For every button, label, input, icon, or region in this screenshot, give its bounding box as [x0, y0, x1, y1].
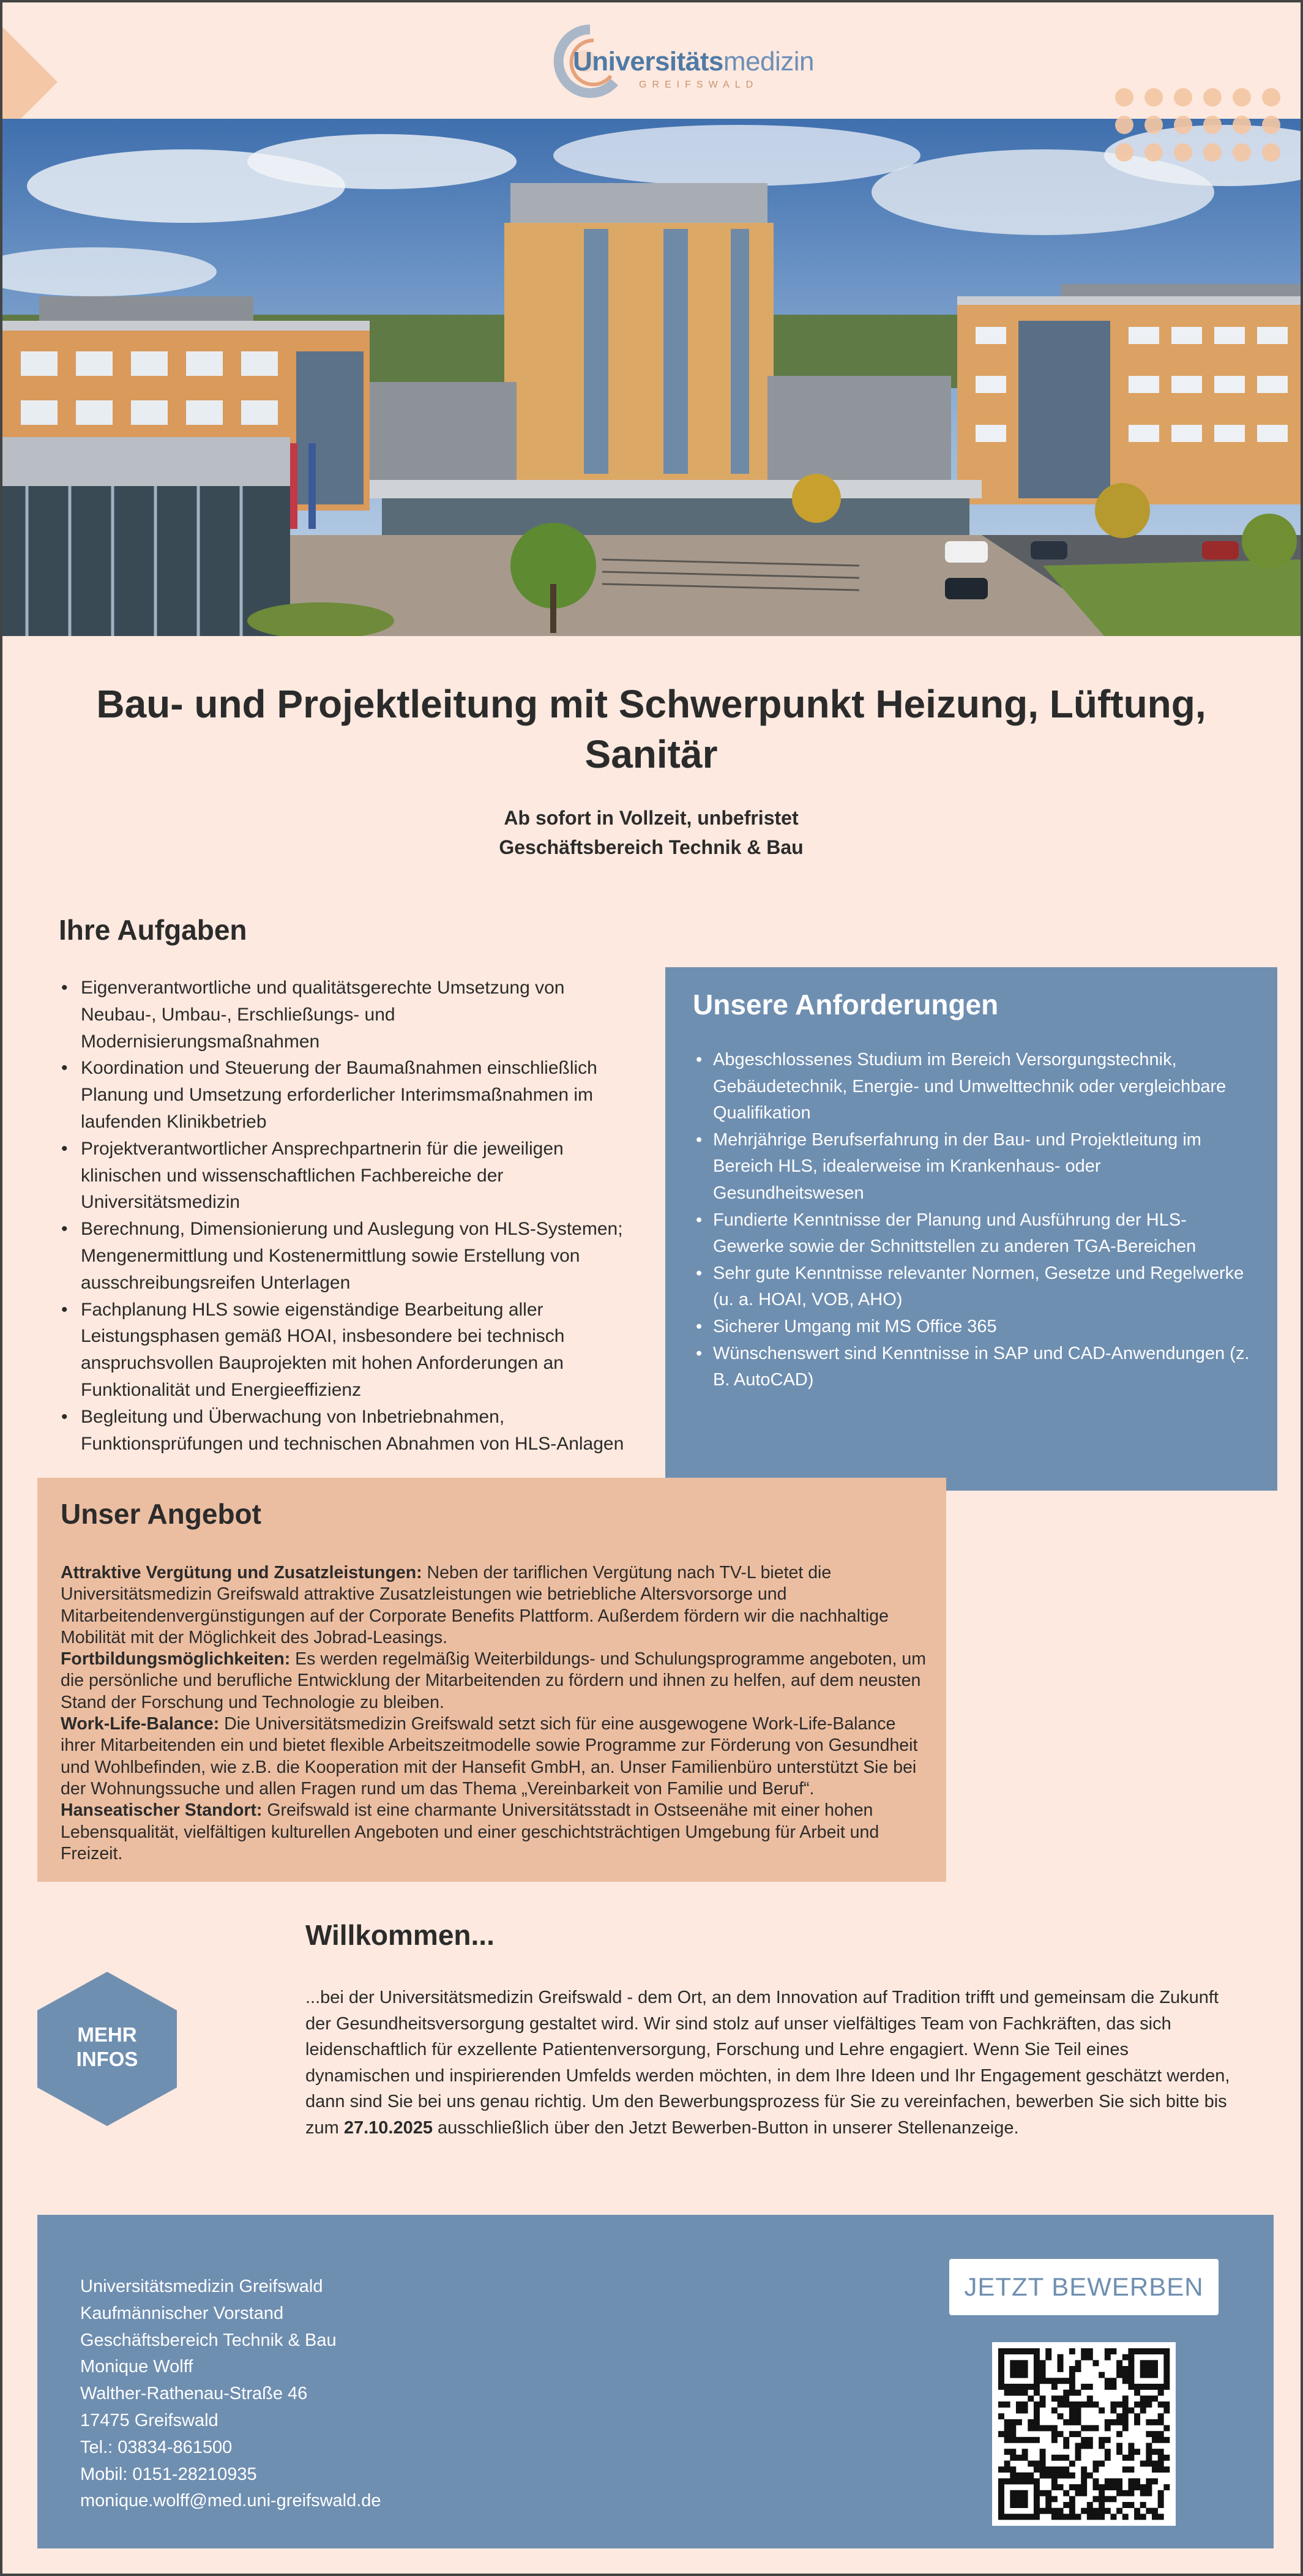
campus-photo — [2, 119, 1301, 636]
angebot-item: Attraktive Vergütung und Zusatzleistungen: Neben der tariflichen Vergütung nach TV-L bietet die Universitätsmedizin Greifswald attraktive Zusatzleistungen wie betriebliche Altersvorsorge und Mitarbeitendenvergünstigungen auf der Corporate Benefits Plattform. Außerdem fördern wir die nachhaltige Mobilität mit der Möglichkeit des Jobrad-Leasings. — [61, 1563, 889, 1647]
contact-mobile[interactable]: Mobil: 0151-28210935 — [80, 2464, 257, 2484]
list-item: • Mehrjährige Berufserfahrung in der Bau- und Projektleitung im Bereich HLS, idealerweise im Krankenhaus- oder Gesundheitswesen — [713, 1127, 1252, 1207]
willkommen-text: ...bei der Universitätsmedizin Greifswald - dem Ort, an dem Innovation auf Tradition trifft und gemeinsam die Zukunft der Gesundheitsversorgung gestaltet wird. Wir sind stolz auf unser vielfältiges Team von Fachkräften, das sich leidenschaftlich für exzellente Patientenversorgung, Forschung und Lehre engagiert. Wenn Sie Teil eines dynamischen und inspirierenden Umfelds werden möchten, in dem Ihre Ideen und Ihr Engagement geschätzt werden, dann sind Sie bei uns genau richtig. Um den Bewerbungsprozess für Sie zu vereinfachen, bewerben Sie sich bitte bis zum 27.10.2025 ausschließlich über den Jetzt Bewerben-Button in unserer Stellenanzeige. — [305, 1988, 1230, 2138]
willkommen-heading: Willkommen... — [305, 1919, 495, 1951]
department: Geschäftsbereich Technik & Bau — [499, 836, 804, 858]
decorative-dot — [1115, 143, 1133, 162]
angebot-box — [37, 1478, 946, 1882]
contact-line: Walther-Rathenau-Straße 46 — [80, 2384, 308, 2404]
contact-phone[interactable]: Tel.: 03834-861500 — [80, 2437, 233, 2457]
list-item: • Eigenverantwortliche und qualitätsgerechte Umsetzung von Neubau-, Umbau-, Erschließungs- und Modernisierungsmaßnahmen — [81, 975, 632, 1055]
angebot-text — [61, 1562, 927, 1865]
aufgaben-heading: Ihre Aufgaben — [59, 914, 247, 946]
decorative-dot — [1233, 88, 1251, 107]
decorative-dot — [1174, 143, 1192, 162]
university-logo — [547, 22, 815, 102]
decorative-dot — [1262, 143, 1280, 162]
list-item: • Projektverantwortlicher Ansprechpartnerin für die jeweiligen klinischen und wissenschaftlichen Fachbereiche der Universitätsmedizin — [81, 1136, 632, 1216]
application-deadline: 27.10.2025 — [343, 2117, 433, 2138]
contact-footer — [37, 2215, 1274, 2548]
decorative-dot — [1174, 116, 1192, 134]
list-item: • Fachplanung HLS sowie eigenständige Bearbeitung aller Leistungsphasen gemäß HOAI, insbesondere bei technisch anspruchsvollen Bauprojekten mit hohen Anforderungen an Funktionalität und Energieeffizienz — [81, 1297, 632, 1404]
list-item: • Sehr gute Kenntnisse relevanter Normen, Gesetze und Regelwerke (u. a. HOAI, VOB, AHO) — [713, 1260, 1252, 1314]
decorative-dot — [1262, 116, 1280, 134]
decorative-dot — [1144, 88, 1163, 107]
list-item: • Wünschenswert sind Kenntnisse in SAP und CAD-Anwendungen (z. B. AutoCAD) — [713, 1341, 1252, 1394]
anforderungen-box — [665, 967, 1277, 1491]
decorative-dot — [1262, 88, 1280, 107]
logo-wordmark: Universitätsmedizin — [573, 47, 815, 77]
decorative-dot — [1233, 143, 1251, 162]
apply-button[interactable]: JETZT BEWERBEN — [949, 2259, 1219, 2315]
aufgaben-list — [59, 975, 632, 1457]
decorative-dot — [1203, 143, 1222, 162]
mehr-infos-link[interactable]: MEHR INFOS — [76, 2023, 138, 2070]
angebot-item: Hanseatischer Standort: Greifswald ist eine charmante Universitätsstadt in Ostseenähe mit einer hohen Lebensqualität, vielfältigen kulturellen Angeboten und einer geschichtsträchtigen Umgebung für Arbeit und Freizeit. — [61, 1800, 879, 1863]
list-item: • Berechnung, Dimensionierung und Auslegung von HLS-Systemen; Mengenermittlung und Kostenermittlung sowie Erstellung von ausschreibungsreifen Unterlagen — [81, 1216, 632, 1296]
list-item: • Fundierte Kenntnisse der Planung und Ausführung der HLS-Gewerke sowie der Schnittstellen zu anderen TGA-Bereichen — [713, 1207, 1252, 1260]
decorative-dot — [1144, 116, 1163, 134]
contact-line: Geschäftsbereich Technik & Bau — [80, 2330, 337, 2350]
anforderungen-list — [713, 1047, 1252, 1394]
contact-info — [80, 2274, 381, 2515]
decorative-dot — [1203, 116, 1222, 134]
decorative-dot — [1174, 88, 1192, 107]
list-item: • Abgeschlossenes Studium im Bereich Versorgungstechnik, Gebäudetechnik, Energie- und Umwelttechnik oder vergleichbare Qualifikation — [713, 1047, 1252, 1127]
angebot-heading: Unser Angebot — [61, 1498, 261, 1530]
job-title: Bau- und Projektleitung mit Schwerpunkt Heizung, Lüftung, Sanitär — [96, 682, 1206, 776]
decorative-dot — [1144, 143, 1163, 162]
header — [2, 2, 1301, 119]
logo-subtitle: GREIFSWALD — [639, 80, 759, 90]
contact-line: 17475 Greifswald — [80, 2410, 218, 2430]
list-item: • Begleitung und Überwachung von Inbetriebnahmen, Funktionsprüfungen und technischen Abnahmen von HLS-Anlagen — [81, 1404, 632, 1458]
employment-type: Ab sofort in Vollzeit, unbefristet — [504, 807, 799, 829]
contact-line: Universitätsmedizin Greifswald — [80, 2277, 323, 2296]
decorative-dot — [1203, 88, 1222, 107]
angebot-item: Work-Life-Balance: Die Universitätsmedizin Greifswald setzt sich für eine ausgewogene Work-Life-Balance ihrer Mitarbeitenden ein und bietet flexible Arbeitszeitmodelle sowie Programme zur Förderung von Gesundheit und Wohlbefinden, wie z.B. die Kooperation mit der Hansefit GmbH, an. Unser Familienbüro unterstützt Sie bei der Wohnungssuche und allen Fragen rund um das Thema „Vereinbarkeit von Familie und Beruf“. — [61, 1714, 918, 1799]
contact-email-link[interactable]: monique.wolff@med.uni-greifswald.de — [80, 2491, 381, 2511]
dot-grid-decoration — [1115, 88, 1299, 168]
contact-line: Monique Wolff — [80, 2357, 193, 2377]
job-subtitle — [64, 803, 1239, 862]
list-item: • Sicherer Umgang mit MS Office 365 — [713, 1314, 1252, 1341]
decorative-dot — [1233, 116, 1251, 134]
qr-code-icon[interactable] — [992, 2342, 1176, 2526]
decorative-dot — [1115, 88, 1133, 107]
contact-line: Kaufmännischer Vorstand — [80, 2303, 284, 2323]
list-item: • Koordination und Steuerung der Baumaßnahmen einschließlich Planung und Umsetzung erforderlicher Interimsmaßnahmen im laufenden Klinikbetrieb — [81, 1055, 632, 1135]
angebot-item: Fortbildungsmöglichkeiten: Es werden regelmäßig Weiterbildungs- und Schulungsprogramme angeboten, um die persönliche und berufliche Entwicklung der Mitarbeitenden zu fördern und ihnen zu helfen, auf dem neusten Stand der Forschung und Technologie zu bleiben. — [61, 1649, 926, 1712]
decorative-dot — [1115, 116, 1133, 134]
anforderungen-heading: Unsere Anforderungen — [693, 989, 999, 1020]
